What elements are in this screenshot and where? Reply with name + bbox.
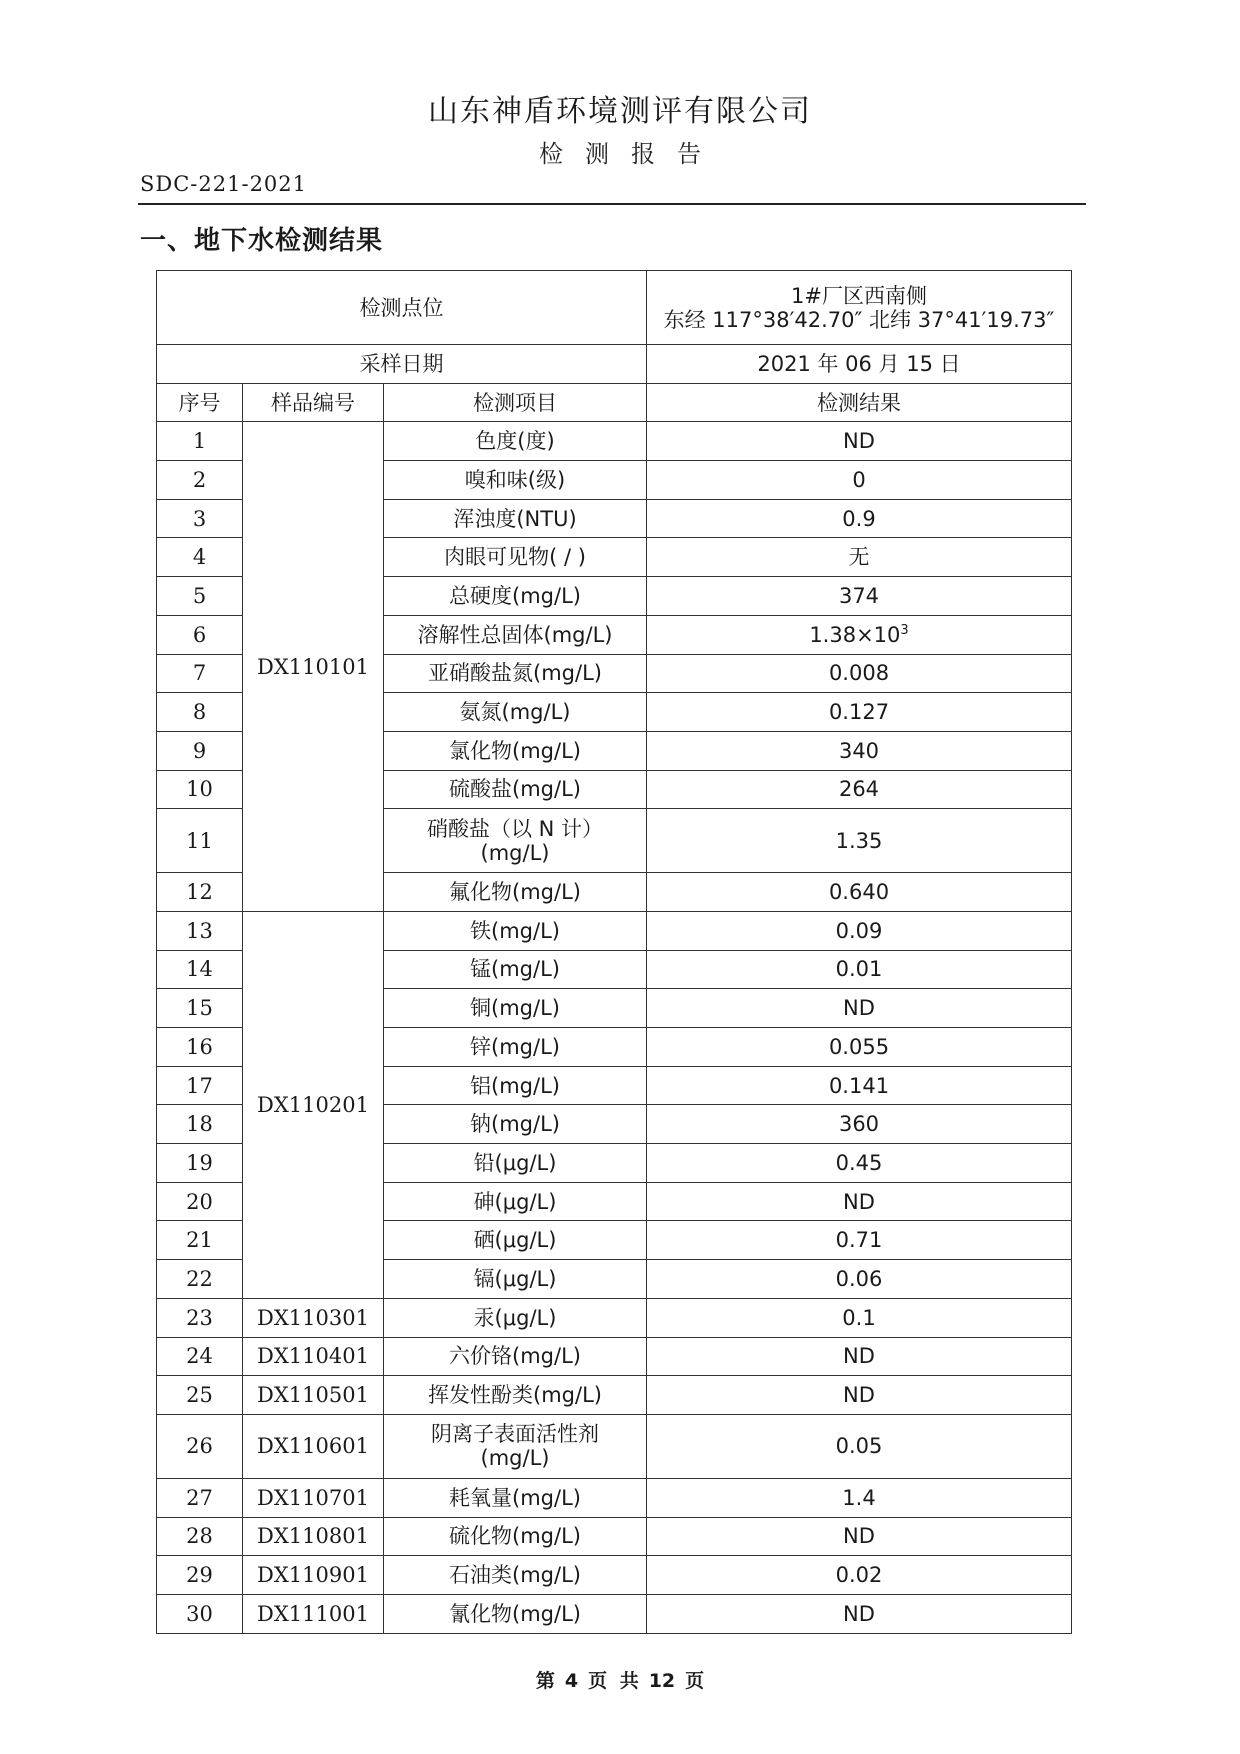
test-result-value: 0 — [852, 467, 866, 492]
row-number: 30 — [157, 1594, 243, 1633]
sample-id: DX110301 — [243, 1298, 384, 1337]
row-number: 11 — [157, 809, 243, 873]
test-item-name: 氟化物(mg/L) — [449, 880, 581, 905]
test-item — [384, 461, 647, 500]
test-result — [647, 1066, 1072, 1105]
test-item-name: 氰化物(mg/L) — [449, 1601, 581, 1626]
test-result-value: 0.09 — [835, 918, 883, 943]
test-item — [384, 1556, 647, 1595]
test-result — [647, 1105, 1072, 1144]
test-result — [647, 422, 1072, 461]
row-number: 6 — [157, 615, 243, 654]
test-result-value: 0.055 — [828, 1034, 890, 1059]
test-result-value: 无 — [848, 545, 870, 570]
row-number: 12 — [157, 873, 243, 912]
column-header-no: 序号 — [157, 383, 243, 422]
date-label: 采样日期 — [157, 345, 647, 384]
test-item — [384, 615, 647, 654]
sample-id: DX110801 — [243, 1517, 384, 1556]
date-value: 2021 年 06 月 15 日 — [647, 345, 1072, 384]
test-item-name: 铝(mg/L) — [470, 1073, 560, 1098]
test-item — [384, 873, 647, 912]
test-result — [647, 989, 1072, 1028]
column-header-result: 检测结果 — [647, 383, 1072, 422]
row-number: 15 — [157, 989, 243, 1028]
table-row — [157, 1376, 1072, 1415]
test-result-value: 0.01 — [835, 957, 883, 982]
test-item — [384, 499, 647, 538]
test-item-name: 铜(mg/L) — [470, 996, 560, 1021]
row-number: 24 — [157, 1337, 243, 1376]
sample-id: DX110101 — [243, 422, 384, 912]
row-number: 1 — [157, 422, 243, 461]
test-result-value: ND — [843, 1524, 875, 1549]
test-result-value: ND — [843, 429, 875, 454]
test-result — [647, 1594, 1072, 1633]
test-item — [384, 1144, 647, 1183]
test-result — [647, 499, 1072, 538]
test-item-name: 溶解性总固体(mg/L) — [417, 622, 613, 647]
test-item — [384, 1414, 647, 1478]
test-item — [384, 1105, 647, 1144]
column-header-sample: 样品编号 — [243, 383, 384, 422]
test-item-name: 阴离子表面活性剂 — [431, 1422, 599, 1447]
date-row — [157, 345, 1072, 384]
row-number: 19 — [157, 1144, 243, 1183]
test-item-name: 硝酸盐（以 N 计） — [426, 816, 604, 841]
row-number: 27 — [157, 1478, 243, 1517]
test-item — [384, 1260, 647, 1299]
test-item-name: 锰(mg/L) — [470, 957, 560, 982]
test-item-name: 汞(μg/L) — [473, 1305, 557, 1330]
test-result — [647, 1556, 1072, 1595]
section-title: 一、地下水检测结果 — [140, 226, 384, 256]
test-item-name: 石油类(mg/L) — [449, 1563, 581, 1588]
row-number: 20 — [157, 1182, 243, 1221]
row-number: 17 — [157, 1066, 243, 1105]
row-number: 10 — [157, 770, 243, 809]
test-result-value: 0.127 — [828, 700, 890, 725]
table-row — [157, 1517, 1072, 1556]
test-item — [384, 1478, 647, 1517]
test-item-name: 铅(μg/L) — [473, 1150, 557, 1175]
page-footer — [0, 1666, 1240, 1693]
row-number: 28 — [157, 1517, 243, 1556]
test-result-value: ND — [843, 1344, 875, 1369]
test-item-name: 氯化物(mg/L) — [449, 738, 581, 763]
test-item — [384, 911, 647, 950]
row-number: 29 — [157, 1556, 243, 1595]
test-result-value: 0.9 — [842, 506, 876, 531]
test-result — [647, 1144, 1072, 1183]
test-result-value: 264 — [838, 777, 880, 802]
table-row — [157, 1556, 1072, 1595]
test-result-value: 1.38×10 — [809, 622, 901, 647]
test-item — [384, 770, 647, 809]
test-result-value: 0.71 — [835, 1228, 883, 1253]
test-item — [384, 1376, 647, 1415]
test-item — [384, 422, 647, 461]
test-result — [647, 950, 1072, 989]
test-item-unit: (mg/L) — [480, 1446, 550, 1471]
test-item — [384, 1298, 647, 1337]
test-item-unit: (mg/L) — [480, 840, 550, 865]
test-item-name: 总硬度(mg/L) — [449, 583, 581, 608]
test-item-name: 硫酸盐(mg/L) — [449, 777, 581, 802]
test-result — [647, 1376, 1072, 1415]
test-result-value: 340 — [838, 738, 880, 763]
test-result — [647, 1028, 1072, 1067]
row-number: 26 — [157, 1414, 243, 1478]
test-item-name: 亚硝酸盐氮(mg/L) — [428, 661, 602, 686]
test-item — [384, 693, 647, 732]
test-result — [647, 1221, 1072, 1260]
footer-prefix: 第 — [535, 1670, 555, 1692]
test-result-value: 0.141 — [828, 1073, 890, 1098]
test-result-value: 1.35 — [835, 828, 883, 853]
company-name: 山东神盾环境测评有限公司 — [428, 94, 812, 129]
point-value — [647, 271, 1072, 345]
test-result — [647, 1182, 1072, 1221]
test-item-name: 铁(mg/L) — [470, 918, 560, 943]
sample-id: DX110901 — [243, 1556, 384, 1595]
test-item — [384, 577, 647, 616]
test-item — [384, 1182, 647, 1221]
row-number: 9 — [157, 731, 243, 770]
test-result — [647, 577, 1072, 616]
test-result-value: ND — [843, 1383, 875, 1408]
test-result-exponent: 3 — [900, 622, 909, 638]
report-number: SDC-221-2021 — [140, 172, 308, 196]
row-number: 5 — [157, 577, 243, 616]
row-number: 8 — [157, 693, 243, 732]
sample-id: DX111001 — [243, 1594, 384, 1633]
sample-id: DX110501 — [243, 1376, 384, 1415]
footer-total-pages: 12 — [648, 1670, 676, 1692]
test-item — [384, 1337, 647, 1376]
footer-page-number: 4 — [564, 1670, 579, 1692]
test-result — [647, 654, 1072, 693]
point-label: 检测点位 — [157, 271, 647, 345]
test-result — [647, 461, 1072, 500]
test-result-value: ND — [843, 996, 875, 1021]
test-item — [384, 731, 647, 770]
groundwater-results-table — [156, 270, 1072, 1634]
test-result-value: 0.640 — [828, 880, 890, 905]
test-result — [647, 873, 1072, 912]
test-item — [384, 1221, 647, 1260]
test-result — [647, 809, 1072, 873]
test-result — [647, 731, 1072, 770]
row-number: 22 — [157, 1260, 243, 1299]
test-result — [647, 1517, 1072, 1556]
test-result-value: 0.02 — [835, 1563, 883, 1588]
test-item-name: 锌(mg/L) — [470, 1034, 560, 1059]
test-result-value: 0.008 — [828, 661, 890, 686]
footer-suffix: 页 — [685, 1670, 705, 1692]
test-result-value: 374 — [838, 583, 880, 608]
test-item — [384, 654, 647, 693]
test-item-name: 镉(μg/L) — [473, 1266, 557, 1291]
test-item — [384, 1594, 647, 1633]
test-item-name: 砷(μg/L) — [473, 1189, 557, 1214]
test-item-name: 肉眼可见物( / ) — [444, 545, 586, 570]
test-result — [647, 1337, 1072, 1376]
test-result — [647, 770, 1072, 809]
point-coords: 东经 117°38′42.70″ 北纬 37°41′19.73″ — [663, 307, 1055, 332]
test-result — [647, 615, 1072, 654]
row-number: 23 — [157, 1298, 243, 1337]
test-item — [384, 809, 647, 873]
row-number: 4 — [157, 538, 243, 577]
test-result — [647, 1260, 1072, 1299]
test-result — [647, 538, 1072, 577]
row-number: 25 — [157, 1376, 243, 1415]
row-number: 21 — [157, 1221, 243, 1260]
test-result-value: 0.1 — [842, 1305, 876, 1330]
test-result-value: 0.06 — [835, 1266, 883, 1291]
sample-id: DX110401 — [243, 1337, 384, 1376]
column-header-item: 检测项目 — [384, 383, 647, 422]
test-result-value: 360 — [838, 1112, 880, 1137]
test-item — [384, 1517, 647, 1556]
test-item — [384, 950, 647, 989]
column-header-row — [157, 383, 1072, 422]
test-item-name: 浑浊度(NTU) — [453, 506, 577, 531]
test-result — [647, 1414, 1072, 1478]
test-result-value: 0.05 — [835, 1434, 883, 1459]
row-number: 2 — [157, 461, 243, 500]
sample-id: DX110201 — [243, 911, 384, 1298]
test-item — [384, 989, 647, 1028]
report-title: 检测报告 — [539, 140, 723, 168]
table-row — [157, 1298, 1072, 1337]
test-result-value: ND — [843, 1601, 875, 1626]
row-number: 14 — [157, 950, 243, 989]
row-number: 13 — [157, 911, 243, 950]
test-item-name: 六价铬(mg/L) — [449, 1344, 581, 1369]
footer-middle: 页 共 — [588, 1670, 639, 1692]
point-row — [157, 271, 1072, 345]
test-item-name: 硫化物(mg/L) — [449, 1524, 581, 1549]
row-number: 7 — [157, 654, 243, 693]
test-item-name: 挥发性酚类(mg/L) — [428, 1383, 602, 1408]
test-result-value: 1.4 — [842, 1485, 876, 1510]
test-result-value: ND — [843, 1189, 875, 1214]
table-row — [157, 422, 1072, 461]
test-result — [647, 693, 1072, 732]
table-row — [157, 1478, 1072, 1517]
test-result — [647, 1478, 1072, 1517]
row-number: 18 — [157, 1105, 243, 1144]
test-item — [384, 1028, 647, 1067]
test-item-name: 色度(度) — [475, 429, 555, 454]
test-item-name: 硒(μg/L) — [473, 1228, 557, 1253]
test-item-name: 氨氮(mg/L) — [459, 700, 571, 725]
test-item-name: 嗅和味(级) — [464, 467, 566, 492]
sample-id: DX110601 — [243, 1414, 384, 1478]
sample-id: DX110701 — [243, 1478, 384, 1517]
table-row — [157, 1337, 1072, 1376]
table-row — [157, 911, 1072, 950]
header-divider — [138, 203, 1086, 205]
row-number: 16 — [157, 1028, 243, 1067]
test-result — [647, 1298, 1072, 1337]
table-row — [157, 1414, 1072, 1478]
test-item-name: 耗氧量(mg/L) — [449, 1485, 581, 1510]
test-item — [384, 538, 647, 577]
test-item — [384, 1066, 647, 1105]
table-row — [157, 1594, 1072, 1633]
test-item-name: 钠(mg/L) — [470, 1112, 560, 1137]
test-result-value: 0.45 — [835, 1150, 883, 1175]
row-number: 3 — [157, 499, 243, 538]
test-result — [647, 911, 1072, 950]
point-name: 1#厂区西南侧 — [791, 283, 927, 308]
